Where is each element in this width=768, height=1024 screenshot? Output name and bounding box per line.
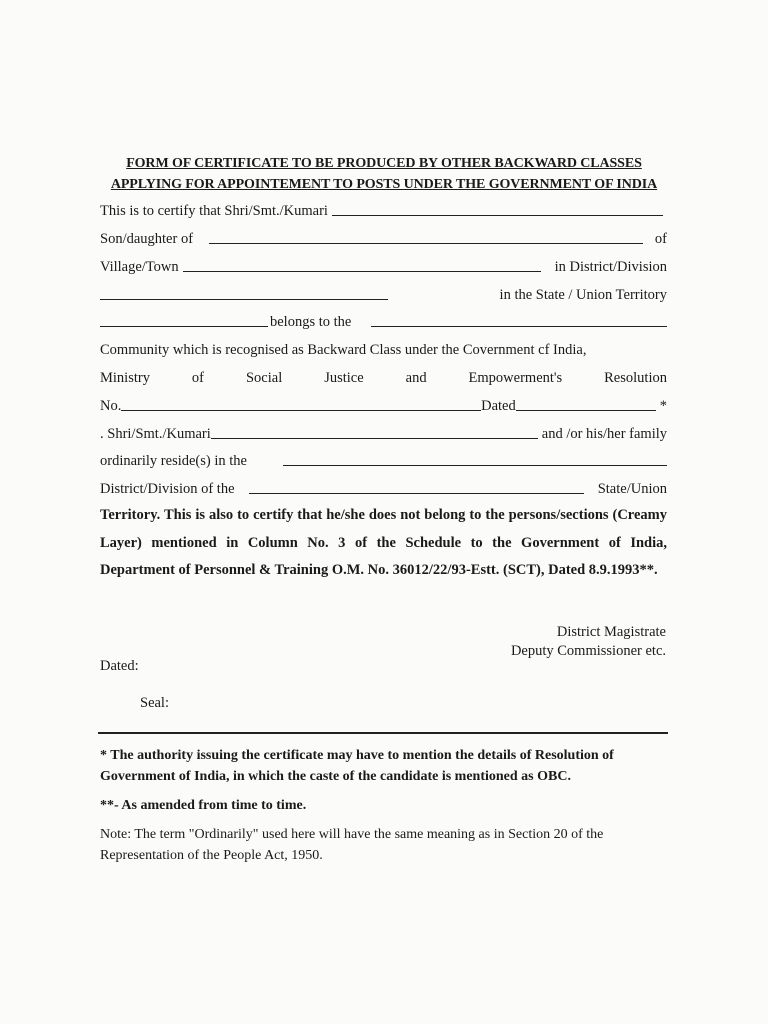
resolution-asterisk: *	[659, 398, 667, 414]
deputy-commissioner-label: Deputy Commissioner etc.	[510, 643, 666, 659]
dated-label: Dated:	[100, 658, 139, 674]
form-line-ministry	[100, 367, 667, 387]
son-daughter-label: Son/daughter of	[100, 231, 194, 247]
form-line-district	[100, 478, 667, 498]
state-ut-text: in the State / Union Territory	[499, 287, 667, 303]
name-blank[interactable]	[332, 215, 663, 216]
reside-label: ordinarily reside(s) in the	[100, 453, 247, 469]
family-label: and /or his/her family	[541, 426, 667, 442]
resolution-no-label: No.	[100, 398, 122, 414]
shri-smt-label: . Shri/Smt./Kumari	[100, 426, 211, 442]
form-line-name	[100, 200, 667, 220]
state-union-label: State/Union	[597, 481, 667, 497]
form-title-line-2: APPLYING FOR APPOINTEMENT TO POSTS UNDER THE GOVERNMENT OF INDIA	[110, 177, 658, 192]
form-line-recognised	[100, 339, 667, 359]
form-line-village	[100, 256, 667, 276]
reside-blank[interactable]	[283, 465, 667, 466]
form-line-state	[100, 284, 667, 304]
certify-label: This is to certify that Shri/Smt./Kumari	[100, 203, 328, 219]
ministry-word: Empowerment's	[468, 370, 563, 386]
seal-label: Seal:	[140, 695, 169, 711]
recognised-text: Community which is recognised as Backward Class under the Covernment cf India,	[100, 342, 587, 358]
form-line-family	[100, 423, 667, 443]
footnote-ordinarily: Note: The term "Ordinarily" used here will have the same meaning as in Section 20 of the Representation of the People Act, 1950.	[100, 827, 604, 863]
district-magistrate-label: District Magistrate	[556, 624, 666, 640]
ministry-word: Social	[245, 370, 283, 386]
creamy-layer-paragraph: Territory. This is also to certify that he/she does not belong to the persons/sections (Creamy Layer) mentioned in Column No. 3 of the Schedule to the Government of India, Department of Personnel & Training O.M. No. 36012/22/93-Estt. (SCT), Dated 8.9.1993**.	[100, 507, 667, 578]
footnote-divider	[98, 732, 668, 734]
resolution-dated-label: Dated	[481, 398, 516, 414]
of-label: of	[654, 231, 667, 247]
footnote-amended: **- As amended from time to time.	[100, 798, 307, 813]
district-blank[interactable]	[100, 299, 388, 300]
ministry-word: Resolution	[604, 370, 667, 386]
form-line-reside	[100, 450, 667, 470]
footnote-authority: * The authority issuing the certificate may have to mention the details of Resolution of Government of India, in which the caste of the candidate is mentioned as OBC.	[100, 748, 614, 784]
resolution-no-blank[interactable]	[121, 410, 481, 411]
district-of-blank[interactable]	[249, 493, 584, 494]
family-name-blank[interactable]	[211, 438, 538, 439]
state-blank[interactable]	[100, 326, 268, 327]
form-title-line-1: FORM OF CERTIFICATE TO BE PRODUCED BY OTHER BACKWARD CLASSES	[126, 156, 642, 171]
ministry-word: and	[405, 370, 427, 386]
ministry-word: of	[191, 370, 205, 386]
form-line-resolution	[100, 395, 667, 415]
state-ut-label	[404, 287, 667, 304]
community-blank[interactable]	[371, 326, 667, 327]
form-line-community	[100, 311, 667, 331]
parent-name-blank[interactable]	[209, 243, 643, 244]
resolution-date-blank[interactable]	[516, 410, 656, 411]
district-of-label: District/Division of the	[100, 481, 235, 497]
signatory-block	[511, 623, 666, 661]
belongs-to-label: belongs to the	[270, 314, 352, 330]
ministry-word: Ministry	[100, 370, 150, 386]
ministry-word: Justice	[324, 370, 364, 386]
district-division-label: in District/Division	[554, 259, 667, 275]
village-town-label: Village/Town	[100, 259, 179, 275]
form-line-parent	[100, 228, 667, 248]
village-town-blank[interactable]	[183, 271, 541, 272]
